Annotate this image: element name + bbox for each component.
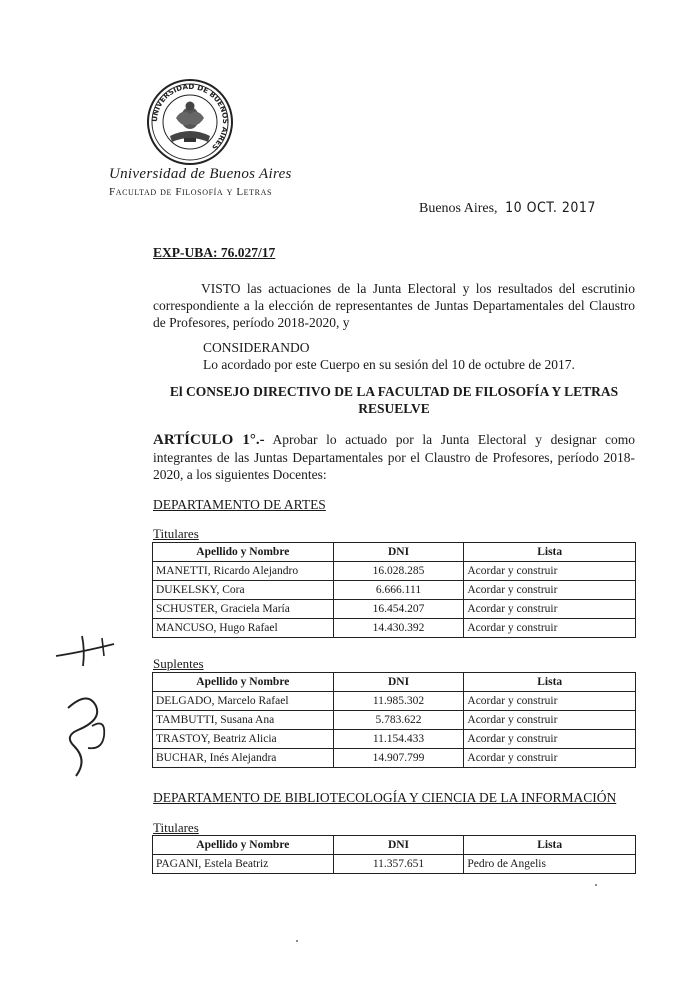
cell-dni: 11.357.651: [333, 855, 464, 874]
column-header-dni: DNI: [333, 836, 464, 855]
cell-dni: 11.985.302: [333, 692, 464, 711]
university-seal: [146, 78, 234, 166]
cell-dni: 11.154.433: [333, 730, 464, 749]
column-header-list: Lista: [464, 543, 636, 562]
column-header-dni: DNI: [333, 673, 464, 692]
table-row: [153, 749, 636, 768]
place-and-date: [419, 200, 596, 217]
article-1-text: Aprobar lo actuado por la Junta Electoral y designar como integrantes de las Juntas Departamentales por el Claustro de Profesores, período 2018-2020, a los siguientes Docentes:: [153, 432, 636, 482]
column-header-list: Lista: [464, 673, 636, 692]
suplentes-table-artes: [152, 672, 636, 768]
article-1-label: ARTÍCULO 1°.-: [153, 432, 265, 448]
scan-speck: [296, 940, 298, 942]
margin-check-mark: [52, 630, 122, 670]
file-number: EXP-UBA: 76.027/17: [153, 245, 276, 260]
cell-name: BUCHAR, Inés Alejandra: [153, 749, 334, 768]
table-row: [153, 581, 636, 600]
cell-list: Acordar y construir: [464, 730, 636, 749]
column-header-name: Apellido y Nombre: [153, 673, 334, 692]
scan-speck: [595, 884, 597, 886]
table-header-row: [153, 836, 636, 855]
cell-dni: 16.454.207: [333, 600, 464, 619]
cell-dni: 16.028.285: [333, 562, 464, 581]
cell-dni: 6.666.111: [333, 581, 464, 600]
university-name: Universidad de Buenos Aires: [109, 166, 292, 182]
suplentes-label: Suplentes: [153, 656, 204, 671]
cell-name: SCHUSTER, Graciela María: [153, 600, 334, 619]
resuelve-title: RESUELVE: [358, 401, 430, 416]
faculty-name: Facultad de Filosofía y Letras: [109, 186, 273, 198]
titulares-label: Titulares: [153, 820, 199, 835]
cell-list: Acordar y construir: [464, 711, 636, 730]
cell-list: Acordar y construir: [464, 562, 636, 581]
svg-text:UNIVERSIDAD DE BUENOS AIRES: UNIVERSIDAD DE BUENOS AIRES: [149, 81, 231, 153]
titulares-table-bibliotecologia: [152, 835, 636, 874]
cell-name: TRASTOY, Beatriz Alicia: [153, 730, 334, 749]
column-header-dni: DNI: [333, 543, 464, 562]
cell-name: TAMBUTTI, Susana Ana: [153, 711, 334, 730]
date-stamp: 10 OCT. 2017: [505, 200, 596, 216]
table-row: [153, 600, 636, 619]
considerando-block: [203, 339, 575, 373]
cell-name: DELGADO, Marcelo Rafael: [153, 692, 334, 711]
cell-list: Acordar y construir: [464, 749, 636, 768]
margin-signature: [58, 690, 118, 780]
cell-list: Pedro de Angelis: [464, 855, 636, 874]
table-row: [153, 692, 636, 711]
table-row: [153, 855, 636, 874]
table-row: [153, 619, 636, 638]
article-1: [153, 431, 635, 483]
cell-name: PAGANI, Estela Beatriz: [153, 855, 334, 874]
cell-name: MANCUSO, Hugo Rafael: [153, 619, 334, 638]
city: Buenos Aires,: [419, 201, 498, 216]
table-header-row: [153, 543, 636, 562]
considerando-text: Lo acordado por este Cuerpo en su sesión del 10 de octubre de 2017.: [203, 357, 575, 372]
table-row: [153, 711, 636, 730]
cell-list: Acordar y construir: [464, 619, 636, 638]
considerando-title: CONSIDERANDO: [203, 340, 310, 355]
council-title: El CONSEJO DIRECTIVO DE LA FACULTAD DE FILOSOFÍA Y LETRAS: [169, 384, 619, 399]
table-row: [153, 730, 636, 749]
titulares-label: Titulares: [153, 526, 199, 541]
department-title-artes: DEPARTAMENTO DE ARTES: [153, 497, 326, 512]
column-header-list: Lista: [464, 836, 636, 855]
cell-list: Acordar y construir: [464, 600, 636, 619]
cell-name: MANETTI, Ricardo Alejandro: [153, 562, 334, 581]
titulares-table-artes: [152, 542, 636, 638]
cell-name: DUKELSKY, Cora: [153, 581, 334, 600]
cell-list: Acordar y construir: [464, 581, 636, 600]
column-header-name: Apellido y Nombre: [153, 543, 334, 562]
cell-dni: 14.430.392: [333, 619, 464, 638]
column-header-name: Apellido y Nombre: [153, 836, 334, 855]
resolution-heading: [153, 383, 635, 417]
cell-dni: 14.907.799: [333, 749, 464, 768]
seal-emblem-icon: [170, 102, 210, 143]
table-header-row: [153, 673, 636, 692]
visto-paragraph: VISTO las actuaciones de la Junta Electoral y los resultados del escrutinio correspondiente a la elección de representantes de Juntas Departamentales del Claustro de Profesores, período 2018-2020, y: [153, 281, 635, 330]
cell-dni: 5.783.622: [333, 711, 464, 730]
department-title-bibliotecologia: DEPARTAMENTO DE BIBLIOTECOLOGÍA Y CIENCIA DE LA INFORMACIÓN: [153, 790, 617, 805]
cell-list: Acordar y construir: [464, 692, 636, 711]
table-row: [153, 562, 636, 581]
